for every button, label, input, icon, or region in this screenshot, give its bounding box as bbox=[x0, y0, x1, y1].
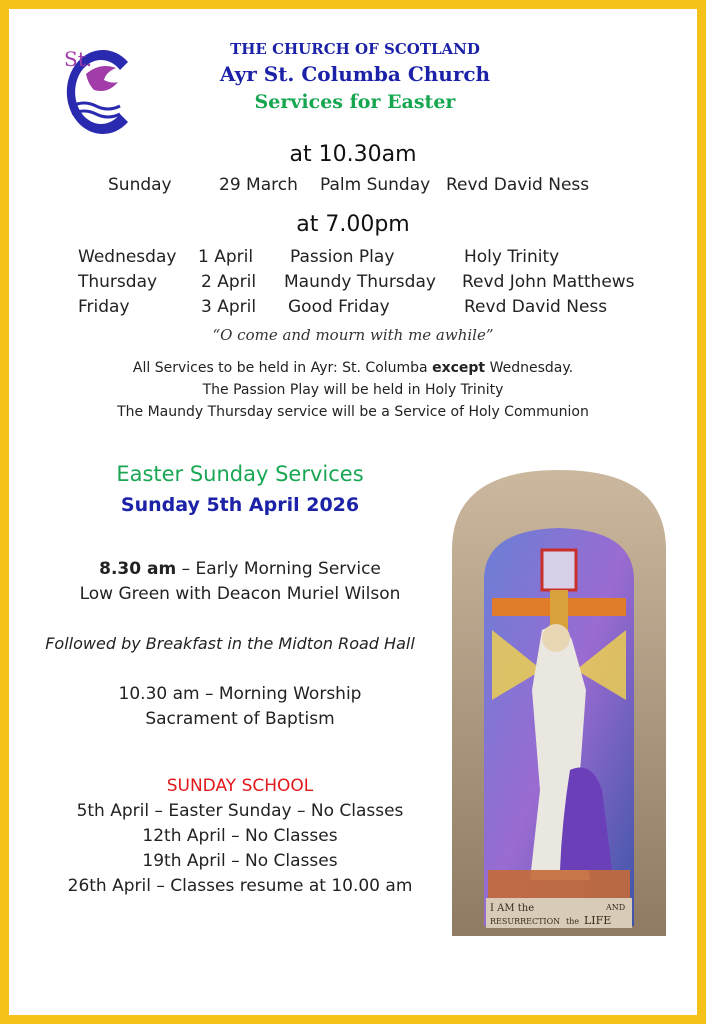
stained-glass-window-image bbox=[452, 470, 666, 936]
sunday-school-item: 19th April – No Classes bbox=[142, 851, 338, 871]
evening-time-heading: at 7.00pm bbox=[296, 212, 410, 237]
morning-row-service: Palm Sunday bbox=[320, 175, 431, 195]
sunday-school-item: 12th April – No Classes bbox=[142, 826, 338, 846]
church-org-title: THE CHURCH OF SCOTLAND bbox=[230, 40, 480, 58]
window-caption-resurrection: RESURRECTION bbox=[490, 917, 561, 926]
morning-row-minister: Revd David Ness bbox=[446, 175, 590, 195]
easter-services-title: Easter Sunday Services bbox=[116, 462, 364, 486]
evening-row-day: Thursday bbox=[78, 272, 158, 292]
morning-time-heading: at 10.30am bbox=[289, 142, 417, 167]
sunday-school-item: 26th April – Classes resume at 10.00 am bbox=[67, 876, 413, 896]
evening-row-date: 1 April bbox=[198, 247, 254, 267]
evening-row-minister: Holy Trinity bbox=[464, 247, 560, 267]
evening-row-minister: Revd John Matthews bbox=[462, 272, 635, 292]
church-name-title: Ayr St. Columba Church bbox=[219, 62, 491, 86]
services-subtitle: Services for Easter bbox=[254, 91, 456, 113]
evening-row-day: Wednesday bbox=[78, 247, 177, 267]
evening-row-minister: Revd David Ness bbox=[464, 297, 608, 317]
easter-date: Sunday 5th April 2026 bbox=[120, 494, 360, 516]
st-columba-logo-icon bbox=[60, 44, 140, 140]
breakfast-note: Followed by Breakfast in the Midton Road Hall bbox=[45, 634, 415, 653]
notes-line-3: The Maundy Thursday service will be a Service of Holy Communion bbox=[117, 404, 589, 420]
logo-st-text: St. bbox=[64, 47, 93, 71]
sunday-school-title: SUNDAY SCHOOL bbox=[166, 776, 314, 796]
notes-line-1-bold: except bbox=[432, 360, 486, 376]
evening-row-service: Good Friday bbox=[288, 297, 390, 317]
window-caption-life: LIFE bbox=[584, 914, 612, 927]
notes-line-1-pre: All Services to be held in Ayr: St. Columba bbox=[132, 360, 433, 376]
evening-row-day: Friday bbox=[78, 297, 130, 317]
window-christ-head bbox=[542, 624, 570, 652]
notes-line-1-post: Wednesday. bbox=[485, 360, 574, 376]
sunday-school-item: 5th April – Easter Sunday – No Classes bbox=[76, 801, 404, 821]
morning-row-day: Sunday bbox=[108, 175, 172, 195]
window-top-tracery bbox=[542, 550, 576, 590]
evening-row-service: Passion Play bbox=[290, 247, 395, 267]
evening-row-date: 2 April bbox=[201, 272, 257, 292]
morning-row-date: 29 March bbox=[219, 175, 298, 195]
notes-line-2: The Passion Play will be held in Holy Trinity bbox=[202, 382, 504, 398]
hymn-quote: “O come and mourn with me awhile” bbox=[212, 326, 494, 344]
early-service-time: 8.30 am bbox=[99, 559, 177, 579]
window-caption-i-am: I AM the bbox=[490, 903, 535, 914]
early-service-line bbox=[20, 559, 460, 579]
notes-line-1 bbox=[0, 360, 706, 376]
evening-row-service: Maundy Thursday bbox=[284, 272, 436, 292]
morning-worship-line: 10.30 am – Morning Worship bbox=[118, 684, 362, 704]
early-service-location: Low Green with Deacon Muriel Wilson bbox=[79, 584, 401, 604]
window-caption-and: AND bbox=[606, 903, 626, 912]
evening-row-date: 3 April bbox=[201, 297, 257, 317]
window-caption-the: the bbox=[566, 917, 580, 926]
sacrament-line: Sacrament of Baptism bbox=[145, 709, 335, 729]
window-lower-flowers bbox=[488, 870, 630, 900]
early-service-desc: – Early Morning Service bbox=[176, 559, 381, 579]
